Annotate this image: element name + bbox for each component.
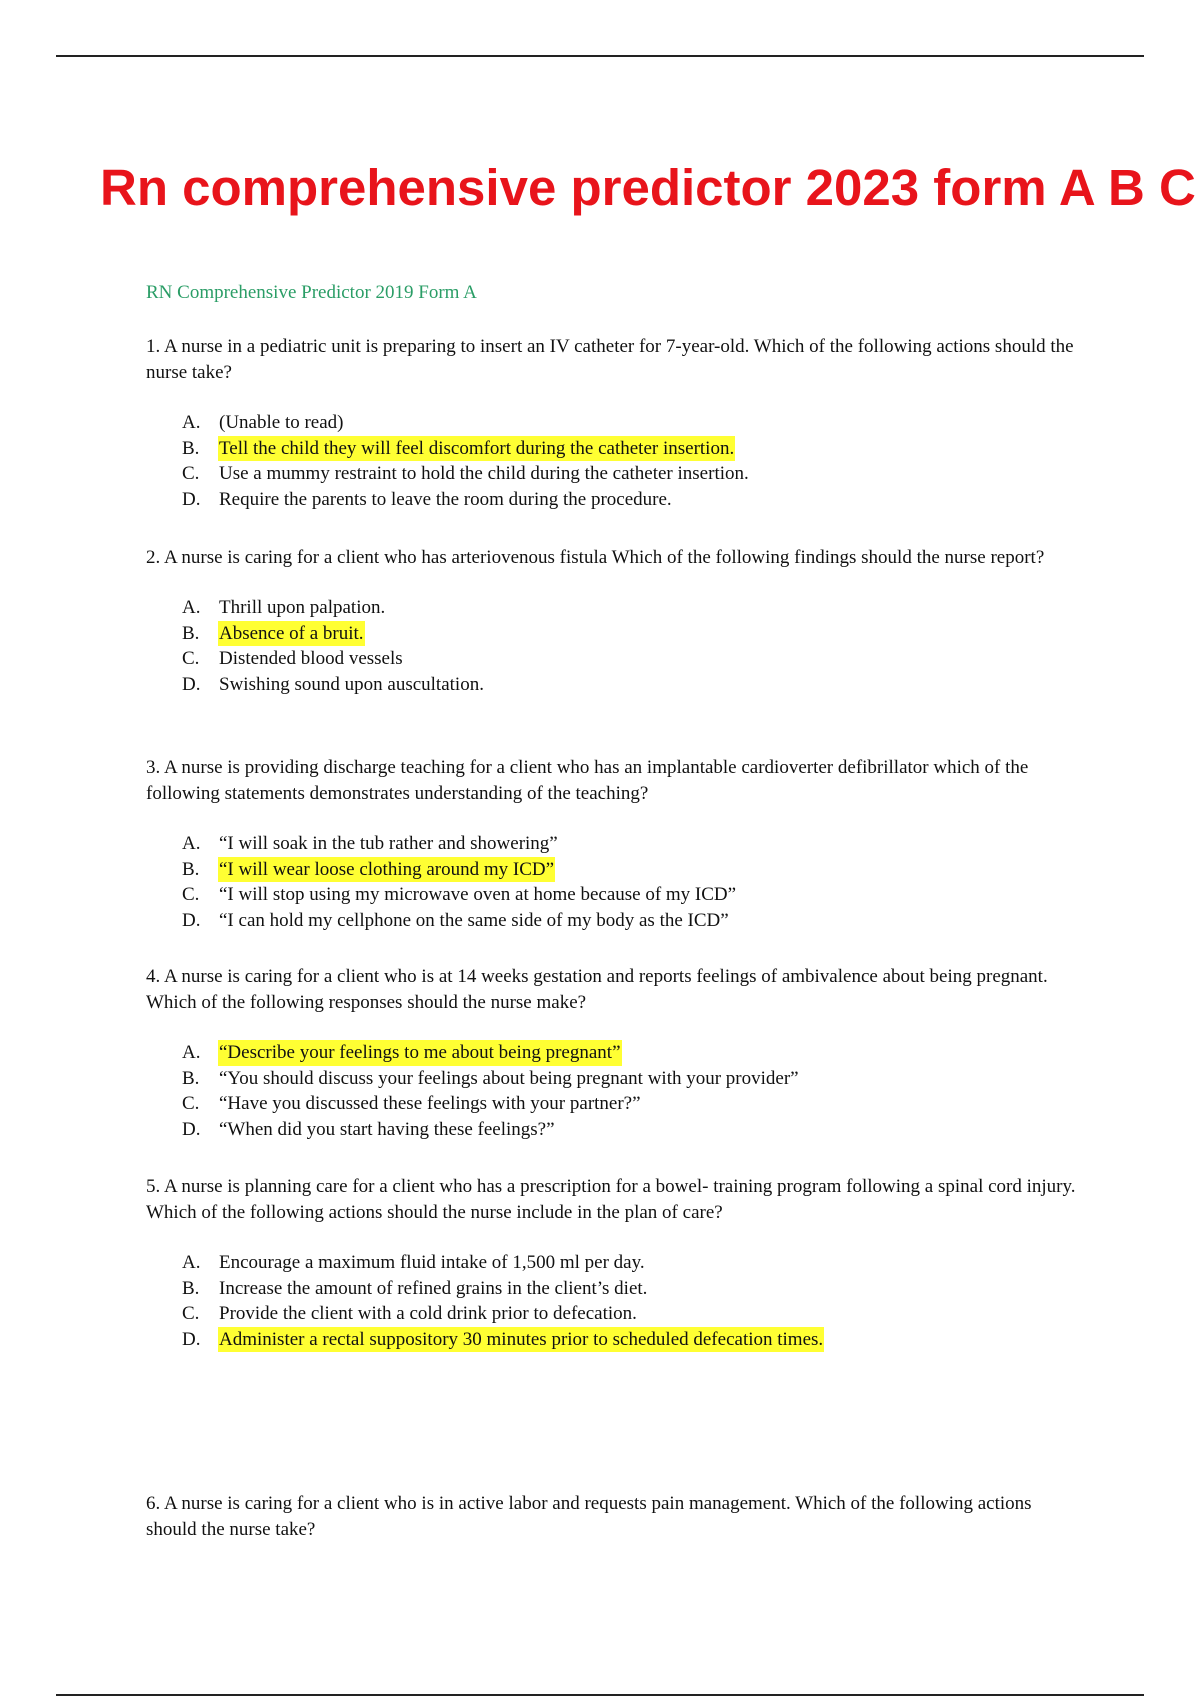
option-letter: A. [182,1252,201,1273]
option-text: Thrill upon palpation. [219,597,386,618]
document-subtitle: RN Comprehensive Predictor 2019 Form A [146,282,477,303]
top-rule [56,55,1144,57]
option-text: Increase the amount of refined grains in the client’s diet. [219,1277,648,1299]
option-letter: A. [182,597,201,618]
option-text-highlighted: Absence of a bruit. [218,621,365,647]
option-letter: B. [182,622,200,644]
option-letter: B. [182,1067,200,1089]
option-text-highlighted: Tell the child they will feel discomfort during the catheter insertion. [218,436,735,462]
answer-option-a [182,410,1076,436]
option-letter: A. [182,412,201,433]
question-stem: 1. A nurse in a pediatric unit is preparing to insert an IV catheter for 7-year-old. Which of the following actions should the nurse take? [146,336,1074,383]
option-text: “I will soak in the tub rather and showering” [219,833,558,854]
answer-options [182,410,1076,512]
answer-option-a [182,1250,1076,1276]
option-text: Provide the client with a cold drink prior to defecation. [219,1303,637,1324]
answer-option-c [182,1091,1076,1117]
answer-option-b [182,436,1076,462]
option-letter: D. [182,909,201,931]
answer-option-c [182,1301,1076,1327]
option-letter: C. [182,1303,200,1324]
answer-option-a [182,595,1076,621]
option-letter: B. [182,858,200,880]
option-text: Encourage a maximum fluid intake of 1,500 ml per day. [219,1252,645,1273]
answer-option-d [182,487,1076,513]
option-letter: A. [182,1042,201,1063]
answer-option-a [182,831,1076,857]
bottom-rule [56,1694,1144,1696]
document-title: Rn comprehensive predictor 2023 form A B C [100,159,1196,216]
option-letter: B. [182,437,200,459]
answer-option-d [182,1327,1076,1353]
question-4 [146,964,1076,1142]
answer-options [182,1040,1076,1142]
answer-option-b [182,857,1076,883]
option-text: “I will stop using my microwave oven at home because of my ICD” [219,884,737,905]
question-5 [146,1174,1076,1352]
answer-option-c [182,461,1076,487]
option-text: “When did you start having these feelings?” [219,1118,555,1140]
option-letter: D. [182,673,201,695]
answer-option-b [182,1066,1076,1092]
option-text: “I can hold my cellphone on the same side of my body as the ICD” [219,909,729,931]
option-letter: C. [182,1093,200,1114]
option-text: (Unable to read) [219,412,344,433]
answer-options [182,831,1076,933]
option-letter: A. [182,833,201,854]
question-stem: 2. A nurse is caring for a client who has arteriovenous fistula Which of the following findings should the nurse report? [146,547,1045,568]
option-letter: D. [182,1118,201,1140]
option-letter: D. [182,1328,201,1350]
option-text: Swishing sound upon auscultation. [219,673,484,695]
option-letter: B. [182,1277,200,1299]
answer-option-d [182,1117,1076,1143]
option-letter: D. [182,488,201,510]
question-2 [146,545,1076,697]
answer-option-c [182,882,1076,908]
question-stem: 4. A nurse is caring for a client who is at 14 weeks gestation and reports feelings of ambivalence about being pregnant. Which of the following responses should the nurse make? [146,966,1048,1013]
answer-option-d [182,908,1076,934]
option-letter: C. [182,884,200,905]
answer-options [182,1250,1076,1352]
option-text: Use a mummy restraint to hold the child during the catheter insertion. [219,463,749,484]
option-text: “Have you discussed these feelings with your partner?” [219,1093,641,1114]
question-stem: 6. A nurse is caring for a client who is in active labor and requests pain management. Which of the following actions should the nurse take? [146,1493,1032,1540]
answer-option-c [182,646,1076,672]
option-text-highlighted: “Describe your feelings to me about being pregnant” [218,1040,622,1066]
question-3 [146,755,1076,933]
answer-option-a [182,1040,1076,1066]
question-stem: 5. A nurse is planning care for a client who has a prescription for a bowel- training program following a spinal cord injury. Which of the following actions should the nurse include in the plan of care? [146,1176,1076,1223]
answer-option-b [182,621,1076,647]
option-letter: C. [182,463,200,484]
question-6 [146,1491,1076,1543]
question-1 [146,334,1076,512]
answer-option-d [182,672,1076,698]
option-letter: C. [182,648,200,669]
answer-options [182,595,1076,697]
answer-option-b [182,1276,1076,1302]
question-stem: 3. A nurse is providing discharge teaching for a client who has an implantable cardioverter defibrillator which of the following statements demonstrates understanding of the teaching? [146,757,1029,804]
option-text-highlighted: “I will wear loose clothing around my ICD” [218,857,555,883]
option-text: Distended blood vessels [219,648,403,669]
option-text: Require the parents to leave the room during the procedure. [219,488,672,510]
option-text: “You should discuss your feelings about being pregnant with your provider” [219,1067,799,1089]
option-text-highlighted: Administer a rectal suppository 30 minutes prior to scheduled defecation times. [218,1327,824,1353]
